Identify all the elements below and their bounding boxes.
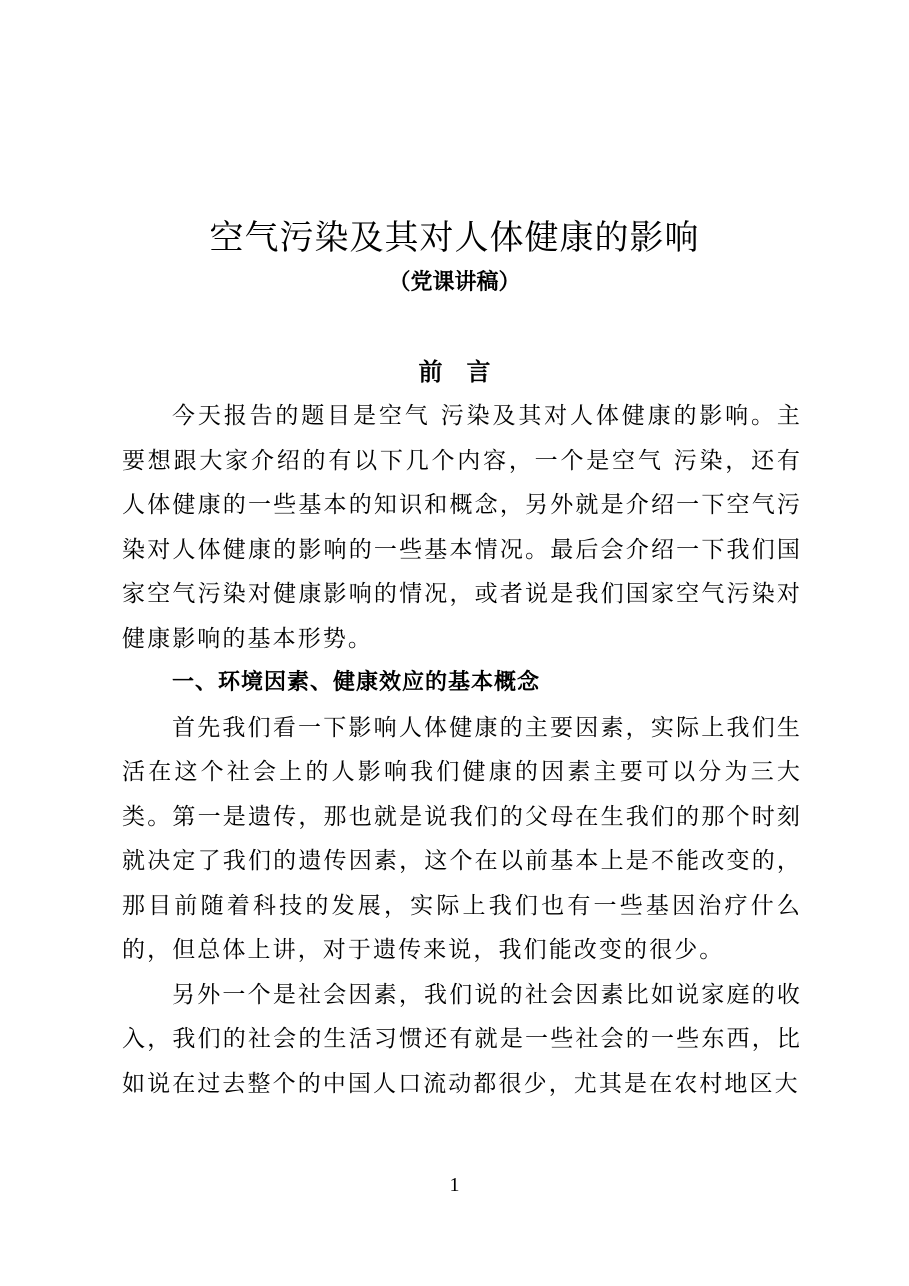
document-subtitle: （党课讲稿） <box>388 270 521 295</box>
page-number: 1 <box>449 1174 460 1196</box>
document-title: 空气污染及其对人体健康的影响 <box>209 218 700 258</box>
section-heading-1: 一、环境因素、健康效应的基本概念 <box>172 670 541 695</box>
paragraph-factors: 首先我们看一下影响人体健康的主要因素，实际上我们生活在这个社会上的人影响我们健康的因素主要可以分为三大类。第一是遗传，那也就是说我们的父母在生我们的那个时刻就决定了我们的遗传因素，这个在以前基本上是不能改变的，那目前随着科技的发展，实际上我们也有一些基因治疗什么的，但总体上讲，对于遗传来说，我们能改变的很少。 <box>122 714 802 963</box>
document-body <box>122 394 802 1106</box>
paragraph-social-factors: 另外一个是社会因素，我们说的社会因素比如说家庭的收入，我们的社会的生活习惯还有就是一些社会的一些东西，比如说在过去整个的中国人口流动都很少，尤其是在农村地区大 <box>122 981 802 1097</box>
paragraph-preface: 今天报告的题目是空气 污染及其对人体健康的影响。主要想跟大家介绍的有以下几个内容，一个是空气 污染，还有人体健康的一些基本的知识和概念，另外就是介绍一下空气污染对人体健康的影响的一些基本情况。最后会介绍一下我们国家空气污染对健康影响的情况，或者说是我们国家空气污染对健康影响的基本形势。 <box>122 403 802 652</box>
preface-heading: 前言 <box>418 357 515 386</box>
